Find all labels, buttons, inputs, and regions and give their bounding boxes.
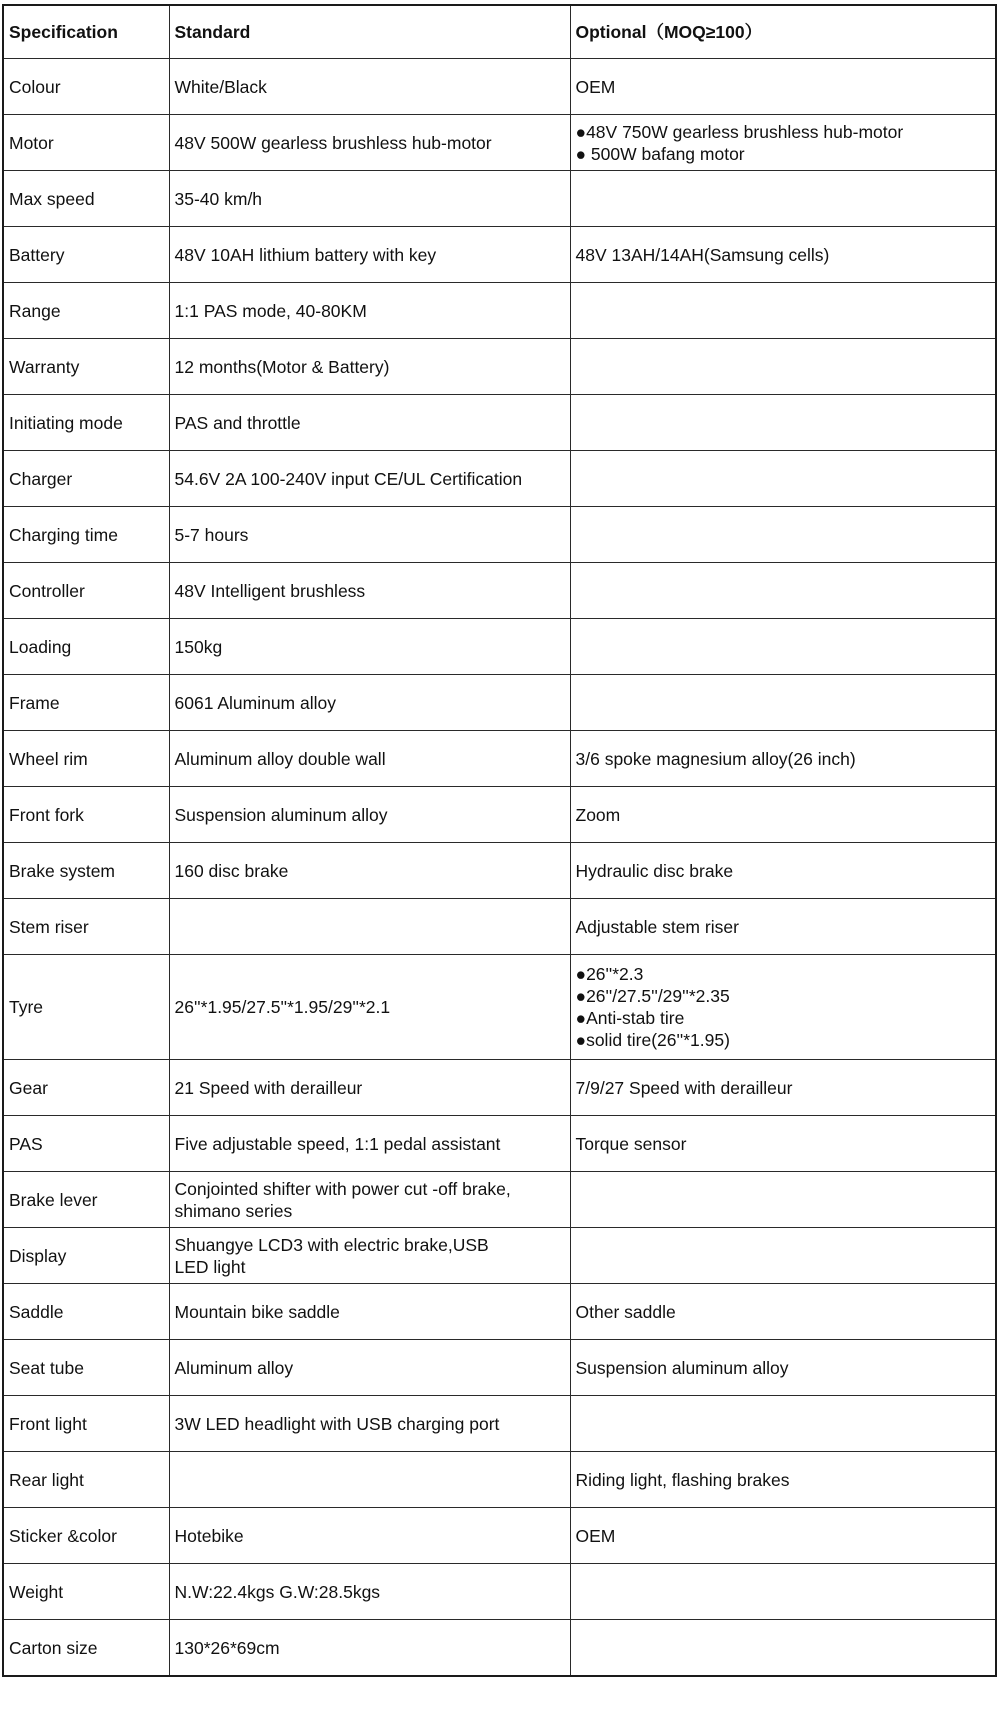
table-row	[3, 731, 996, 787]
cell-specification: Brake system	[3, 843, 169, 899]
cell-specification: Colour	[3, 59, 169, 115]
cell-standard	[169, 1228, 570, 1284]
cell-specification: Motor	[3, 115, 169, 171]
spec-sheet	[2, 4, 995, 1677]
cell-optional-line: ●26''*2.3	[575, 964, 644, 984]
table-row	[3, 899, 996, 955]
cell-optional-line: Suspension aluminum alloy	[575, 1357, 789, 1378]
cell-optional	[570, 1396, 996, 1452]
cell-standard-line: 35-40 km/h	[174, 188, 263, 209]
table-row	[3, 675, 996, 731]
cell-specification: Frame	[3, 675, 169, 731]
cell-standard-line: 160 disc brake	[174, 860, 289, 881]
cell-optional	[570, 171, 996, 227]
cell-standard	[169, 283, 570, 339]
table-row	[3, 1340, 996, 1396]
cell-optional-line: 3/6 spoke magnesium alloy(26 inch)	[575, 748, 856, 769]
cell-optional	[570, 619, 996, 675]
header-specification: Specification	[3, 5, 169, 59]
cell-standard	[169, 787, 570, 843]
cell-standard	[169, 507, 570, 563]
cell-optional-line: ●solid tire(26''*1.95)	[575, 1030, 730, 1050]
cell-standard	[169, 563, 570, 619]
table-row	[3, 283, 996, 339]
cell-optional	[570, 283, 996, 339]
header-optional: Optional（MOQ≥100）	[570, 5, 996, 59]
cell-standard-line: 6061 Aluminum alloy	[174, 692, 336, 713]
cell-optional	[570, 843, 996, 899]
cell-standard	[169, 899, 570, 955]
cell-standard	[169, 59, 570, 115]
cell-standard-line: Shuangye LCD3 with electric brake,USB	[174, 1234, 489, 1255]
cell-optional-line: ●Anti-stab tire	[575, 1008, 685, 1028]
cell-standard	[169, 451, 570, 507]
cell-optional	[570, 59, 996, 115]
header-standard: Standard	[169, 5, 570, 59]
cell-specification: Display	[3, 1228, 169, 1284]
table-row	[3, 339, 996, 395]
table-row	[3, 1452, 996, 1508]
table-row	[3, 1116, 996, 1172]
table-row	[3, 451, 996, 507]
table-row	[3, 619, 996, 675]
table-row	[3, 1620, 996, 1677]
cell-standard-line: Hotebike	[174, 1525, 244, 1546]
cell-optional	[570, 451, 996, 507]
table-header	[3, 5, 996, 59]
cell-specification: Gear	[3, 1060, 169, 1116]
cell-specification: Battery	[3, 227, 169, 283]
table-body	[3, 59, 996, 1677]
cell-standard	[169, 1060, 570, 1116]
table-row	[3, 227, 996, 283]
cell-optional	[570, 675, 996, 731]
cell-optional	[570, 115, 996, 171]
cell-optional-line: ●26''/27.5''/29''*2.35	[575, 986, 730, 1006]
cell-optional-line: OEM	[575, 1525, 616, 1546]
cell-specification: Charger	[3, 451, 169, 507]
cell-optional-line: 7/9/27 Speed with derailleur	[575, 1077, 793, 1098]
cell-optional	[570, 899, 996, 955]
cell-optional-line: Riding light, flashing brakes	[575, 1469, 790, 1490]
cell-standard	[169, 1452, 570, 1508]
cell-optional	[570, 1228, 996, 1284]
cell-standard-line: shimano series	[174, 1200, 293, 1221]
cell-optional-line: ●48V 750W gearless brushless hub-motor	[575, 121, 904, 142]
cell-specification: Sticker &color	[3, 1508, 169, 1564]
cell-standard	[169, 171, 570, 227]
cell-specification: Range	[3, 283, 169, 339]
cell-standard	[169, 227, 570, 283]
cell-standard-line: 12 months(Motor & Battery)	[174, 356, 390, 377]
cell-specification: Front light	[3, 1396, 169, 1452]
cell-standard	[169, 115, 570, 171]
cell-standard	[169, 1396, 570, 1452]
cell-optional-line: Hydraulic disc brake	[575, 860, 734, 881]
cell-optional	[570, 227, 996, 283]
table-row	[3, 507, 996, 563]
cell-standard-line: 26''*1.95/27.5''*1.95/29''*2.1	[174, 997, 391, 1017]
cell-standard-line: Suspension aluminum alloy	[174, 804, 388, 825]
cell-specification: Tyre	[3, 955, 169, 1060]
cell-standard-line: 5-7 hours	[174, 524, 249, 545]
cell-standard-line: 48V 500W gearless brushless hub-motor	[174, 132, 492, 153]
cell-specification: Max speed	[3, 171, 169, 227]
cell-standard	[169, 955, 570, 1060]
cell-optional-line: Zoom	[575, 804, 621, 825]
cell-standard	[169, 1340, 570, 1396]
cell-specification: Front fork	[3, 787, 169, 843]
cell-optional-line: 48V 13AH/14AH(Samsung cells)	[575, 244, 830, 265]
cell-standard	[169, 1508, 570, 1564]
specification-table	[2, 4, 997, 1677]
cell-standard	[169, 843, 570, 899]
cell-optional-line: Other saddle	[575, 1301, 676, 1322]
cell-optional	[570, 1564, 996, 1620]
cell-standard	[169, 619, 570, 675]
cell-specification: Seat tube	[3, 1340, 169, 1396]
table-row	[3, 1284, 996, 1340]
cell-specification: Saddle	[3, 1284, 169, 1340]
cell-optional	[570, 563, 996, 619]
table-row	[3, 955, 996, 1060]
cell-specification: Charging time	[3, 507, 169, 563]
cell-standard-line: Aluminum alloy	[174, 1357, 294, 1378]
cell-standard-line: 1:1 PAS mode, 40-80KM	[174, 300, 367, 321]
cell-specification: PAS	[3, 1116, 169, 1172]
cell-standard-line: White/Black	[174, 76, 267, 97]
table-row	[3, 1564, 996, 1620]
cell-standard	[169, 1116, 570, 1172]
table-row	[3, 1172, 996, 1228]
table-row	[3, 1060, 996, 1116]
cell-optional	[570, 1116, 996, 1172]
cell-optional	[570, 1284, 996, 1340]
header-row	[3, 5, 996, 59]
cell-specification: Controller	[3, 563, 169, 619]
cell-optional	[570, 339, 996, 395]
cell-standard-line: 130*26*69cm	[174, 1637, 280, 1658]
table-row	[3, 1396, 996, 1452]
cell-optional	[570, 955, 996, 1060]
table-row	[3, 843, 996, 899]
cell-optional-line: ● 500W bafang motor	[575, 143, 745, 164]
cell-optional	[570, 1060, 996, 1116]
table-row	[3, 787, 996, 843]
cell-standard-line: 48V 10AH lithium battery with key	[174, 244, 437, 265]
cell-standard-line: 54.6V 2A 100-240V input CE/UL Certification	[174, 468, 523, 489]
cell-standard-line: Conjointed shifter with power cut -off brake,	[174, 1178, 511, 1199]
table-row	[3, 1228, 996, 1284]
cell-standard-line: Five adjustable speed, 1:1 pedal assistant	[174, 1133, 501, 1154]
cell-specification: Loading	[3, 619, 169, 675]
cell-optional	[570, 1340, 996, 1396]
cell-optional	[570, 1508, 996, 1564]
table-row	[3, 59, 996, 115]
table-row	[3, 171, 996, 227]
cell-standard-line: Mountain bike saddle	[174, 1301, 340, 1322]
cell-specification: Warranty	[3, 339, 169, 395]
cell-specification: Stem riser	[3, 899, 169, 955]
cell-standard	[169, 731, 570, 787]
cell-specification: Initiating mode	[3, 395, 169, 451]
cell-optional	[570, 787, 996, 843]
table-row	[3, 395, 996, 451]
cell-standard	[169, 339, 570, 395]
cell-standard-line: LED light	[174, 1256, 246, 1277]
cell-standard	[169, 395, 570, 451]
cell-standard-line: Aluminum alloy double wall	[174, 748, 386, 769]
cell-optional	[570, 395, 996, 451]
cell-specification: Rear light	[3, 1452, 169, 1508]
cell-specification: Wheel rim	[3, 731, 169, 787]
cell-standard	[169, 1172, 570, 1228]
cell-standard-line: 3W LED headlight with USB charging port	[174, 1413, 500, 1434]
cell-optional	[570, 1620, 996, 1677]
cell-standard	[169, 1564, 570, 1620]
cell-optional	[570, 507, 996, 563]
cell-optional	[570, 1172, 996, 1228]
cell-optional-line: Adjustable stem riser	[575, 916, 739, 937]
cell-specification: Weight	[3, 1564, 169, 1620]
cell-standard-line: 21 Speed with derailleur	[174, 1077, 363, 1098]
cell-standard	[169, 1620, 570, 1677]
cell-standard-line: 48V Intelligent brushless	[174, 580, 366, 601]
table-row	[3, 563, 996, 619]
cell-optional-line: Torque sensor	[575, 1133, 687, 1154]
table-row	[3, 1508, 996, 1564]
cell-specification: Brake lever	[3, 1172, 169, 1228]
cell-optional	[570, 731, 996, 787]
cell-optional-line: OEM	[575, 76, 616, 97]
table-row	[3, 115, 996, 171]
cell-standard-line: PAS and throttle	[174, 412, 301, 433]
cell-specification: Carton size	[3, 1620, 169, 1677]
cell-standard-line: N.W:22.4kgs G.W:28.5kgs	[174, 1581, 381, 1602]
cell-standard-line: 150kg	[174, 636, 223, 657]
cell-optional	[570, 1452, 996, 1508]
cell-standard	[169, 1284, 570, 1340]
cell-standard	[169, 675, 570, 731]
